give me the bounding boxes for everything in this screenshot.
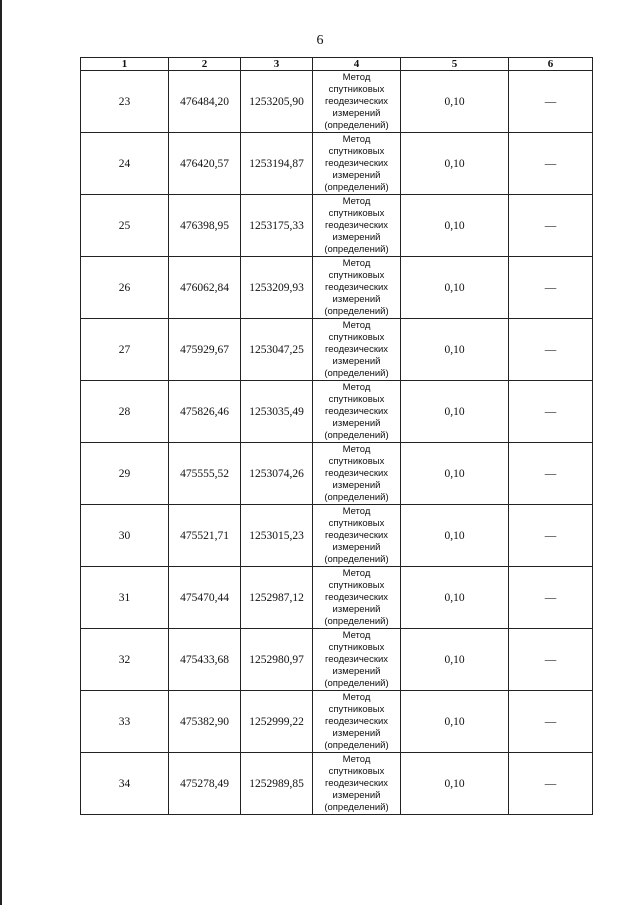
method-line: Метод bbox=[342, 629, 371, 641]
method-line: (определений) bbox=[324, 677, 389, 689]
y-coordinate-cell: 1253015,23 bbox=[241, 505, 313, 567]
note-cell: — bbox=[509, 691, 593, 753]
method-line: (определений) bbox=[324, 367, 389, 379]
method-line: (определений) bbox=[324, 181, 389, 193]
x-coordinate-cell: 475929,67 bbox=[169, 319, 241, 381]
method-cell bbox=[313, 195, 401, 257]
note-cell: — bbox=[509, 443, 593, 505]
accuracy-cell: 0,10 bbox=[401, 505, 509, 567]
method-line: спутниковых bbox=[328, 331, 385, 343]
method-cell bbox=[313, 381, 401, 443]
method-cell bbox=[313, 443, 401, 505]
accuracy-cell: 0,10 bbox=[401, 691, 509, 753]
method-line: геодезических bbox=[324, 219, 389, 231]
table-row bbox=[81, 71, 593, 133]
y-coordinate-cell: 1252989,85 bbox=[241, 753, 313, 815]
column-header: 4 bbox=[313, 58, 401, 71]
method-cell bbox=[313, 133, 401, 195]
point-number-cell: 33 bbox=[81, 691, 169, 753]
accuracy-cell: 0,10 bbox=[401, 629, 509, 691]
table-row bbox=[81, 381, 593, 443]
method-line: измерений bbox=[332, 603, 381, 615]
method-line: геодезических bbox=[324, 405, 389, 417]
method-line: (определений) bbox=[324, 615, 389, 627]
method-line: Метод bbox=[342, 257, 371, 269]
method-line: Метод bbox=[342, 71, 371, 83]
method-line: измерений bbox=[332, 231, 381, 243]
method-line: геодезических bbox=[324, 467, 389, 479]
method-line: (определений) bbox=[324, 553, 389, 565]
accuracy-cell: 0,10 bbox=[401, 71, 509, 133]
method-line: Метод bbox=[342, 753, 371, 765]
method-line: Метод bbox=[342, 567, 371, 579]
method-cell bbox=[313, 505, 401, 567]
point-number-cell: 29 bbox=[81, 443, 169, 505]
method-line: геодезических bbox=[324, 777, 389, 789]
table-row bbox=[81, 567, 593, 629]
point-number-cell: 34 bbox=[81, 753, 169, 815]
x-coordinate-cell: 475433,68 bbox=[169, 629, 241, 691]
accuracy-cell: 0,10 bbox=[401, 133, 509, 195]
method-cell bbox=[313, 753, 401, 815]
method-line: спутниковых bbox=[328, 703, 385, 715]
point-number-cell: 30 bbox=[81, 505, 169, 567]
note-cell: — bbox=[509, 381, 593, 443]
point-number-cell: 32 bbox=[81, 629, 169, 691]
accuracy-cell: 0,10 bbox=[401, 381, 509, 443]
point-number-cell: 28 bbox=[81, 381, 169, 443]
column-header: 2 bbox=[169, 58, 241, 71]
method-line: (определений) bbox=[324, 305, 389, 317]
y-coordinate-cell: 1252980,97 bbox=[241, 629, 313, 691]
note-cell: — bbox=[509, 133, 593, 195]
method-line: Метод bbox=[342, 443, 371, 455]
method-line: Метод bbox=[342, 133, 371, 145]
method-line: измерений bbox=[332, 727, 381, 739]
page-edge-line bbox=[0, 0, 2, 905]
table-row bbox=[81, 753, 593, 815]
method-line: геодезических bbox=[324, 591, 389, 603]
method-line: геодезических bbox=[324, 157, 389, 169]
note-cell: — bbox=[509, 257, 593, 319]
note-cell: — bbox=[509, 753, 593, 815]
accuracy-cell: 0,10 bbox=[401, 753, 509, 815]
y-coordinate-cell: 1252999,22 bbox=[241, 691, 313, 753]
method-line: Метод bbox=[342, 381, 371, 393]
column-header: 5 bbox=[401, 58, 509, 71]
method-line: измерений bbox=[332, 417, 381, 429]
x-coordinate-cell: 476484,20 bbox=[169, 71, 241, 133]
method-line: измерений bbox=[332, 355, 381, 367]
table-row bbox=[81, 133, 593, 195]
y-coordinate-cell: 1253035,49 bbox=[241, 381, 313, 443]
note-cell: — bbox=[509, 629, 593, 691]
note-cell: — bbox=[509, 319, 593, 381]
method-line: Метод bbox=[342, 195, 371, 207]
point-number-cell: 23 bbox=[81, 71, 169, 133]
page-number: 6 bbox=[316, 33, 324, 48]
y-coordinate-cell: 1252987,12 bbox=[241, 567, 313, 629]
method-line: Метод bbox=[342, 691, 371, 703]
method-cell bbox=[313, 691, 401, 753]
method-line: измерений bbox=[332, 107, 381, 119]
table-row bbox=[81, 319, 593, 381]
method-cell bbox=[313, 629, 401, 691]
accuracy-cell: 0,10 bbox=[401, 195, 509, 257]
point-number-cell: 26 bbox=[81, 257, 169, 319]
method-line: измерений bbox=[332, 169, 381, 181]
x-coordinate-cell: 475826,46 bbox=[169, 381, 241, 443]
method-cell bbox=[313, 319, 401, 381]
coordinates-table bbox=[80, 57, 593, 815]
y-coordinate-cell: 1253047,25 bbox=[241, 319, 313, 381]
y-coordinate-cell: 1253209,93 bbox=[241, 257, 313, 319]
method-line: (определений) bbox=[324, 429, 389, 441]
accuracy-cell: 0,10 bbox=[401, 567, 509, 629]
method-line: измерений bbox=[332, 541, 381, 553]
y-coordinate-cell: 1253205,90 bbox=[241, 71, 313, 133]
x-coordinate-cell: 475521,71 bbox=[169, 505, 241, 567]
method-cell bbox=[313, 257, 401, 319]
method-line: спутниковых bbox=[328, 393, 385, 405]
method-line: измерений bbox=[332, 293, 381, 305]
method-line: геодезических bbox=[324, 95, 389, 107]
method-line: Метод bbox=[342, 505, 371, 517]
table-row bbox=[81, 195, 593, 257]
method-line: измерений bbox=[332, 789, 381, 801]
point-number-cell: 25 bbox=[81, 195, 169, 257]
note-cell: — bbox=[509, 195, 593, 257]
y-coordinate-cell: 1253194,87 bbox=[241, 133, 313, 195]
method-line: спутниковых bbox=[328, 145, 385, 157]
method-line: геодезических bbox=[324, 529, 389, 541]
accuracy-cell: 0,10 bbox=[401, 319, 509, 381]
method-line: измерений bbox=[332, 479, 381, 491]
method-line: (определений) bbox=[324, 119, 389, 131]
method-line: Метод bbox=[342, 319, 371, 331]
method-line: спутниковых bbox=[328, 641, 385, 653]
table-header-row bbox=[81, 58, 593, 71]
x-coordinate-cell: 476420,57 bbox=[169, 133, 241, 195]
method-line: геодезических bbox=[324, 715, 389, 727]
y-coordinate-cell: 1253175,33 bbox=[241, 195, 313, 257]
table-row bbox=[81, 257, 593, 319]
column-header: 1 bbox=[81, 58, 169, 71]
method-line: спутниковых bbox=[328, 207, 385, 219]
method-line: геодезических bbox=[324, 653, 389, 665]
table-body bbox=[81, 71, 593, 815]
accuracy-cell: 0,10 bbox=[401, 443, 509, 505]
x-coordinate-cell: 476398,95 bbox=[169, 195, 241, 257]
method-line: спутниковых bbox=[328, 765, 385, 777]
note-cell: — bbox=[509, 567, 593, 629]
note-cell: — bbox=[509, 505, 593, 567]
method-line: спутниковых bbox=[328, 455, 385, 467]
method-line: (определений) bbox=[324, 739, 389, 751]
method-line: измерений bbox=[332, 665, 381, 677]
method-line: (определений) bbox=[324, 243, 389, 255]
method-cell bbox=[313, 567, 401, 629]
method-line: (определений) bbox=[324, 491, 389, 503]
method-line: спутниковых bbox=[328, 269, 385, 281]
x-coordinate-cell: 475278,49 bbox=[169, 753, 241, 815]
method-line: геодезических bbox=[324, 343, 389, 355]
x-coordinate-cell: 475470,44 bbox=[169, 567, 241, 629]
table-row bbox=[81, 629, 593, 691]
method-cell bbox=[313, 71, 401, 133]
column-header: 3 bbox=[241, 58, 313, 71]
method-line: спутниковых bbox=[328, 517, 385, 529]
note-cell: — bbox=[509, 71, 593, 133]
method-line: (определений) bbox=[324, 801, 389, 813]
accuracy-cell: 0,10 bbox=[401, 257, 509, 319]
method-line: спутниковых bbox=[328, 83, 385, 95]
table-row bbox=[81, 691, 593, 753]
x-coordinate-cell: 476062,84 bbox=[169, 257, 241, 319]
point-number-cell: 27 bbox=[81, 319, 169, 381]
column-header: 6 bbox=[509, 58, 593, 71]
point-number-cell: 24 bbox=[81, 133, 169, 195]
point-number-cell: 31 bbox=[81, 567, 169, 629]
x-coordinate-cell: 475382,90 bbox=[169, 691, 241, 753]
table-row bbox=[81, 505, 593, 567]
table-row bbox=[81, 443, 593, 505]
y-coordinate-cell: 1253074,26 bbox=[241, 443, 313, 505]
method-line: спутниковых bbox=[328, 579, 385, 591]
x-coordinate-cell: 475555,52 bbox=[169, 443, 241, 505]
method-line: геодезических bbox=[324, 281, 389, 293]
